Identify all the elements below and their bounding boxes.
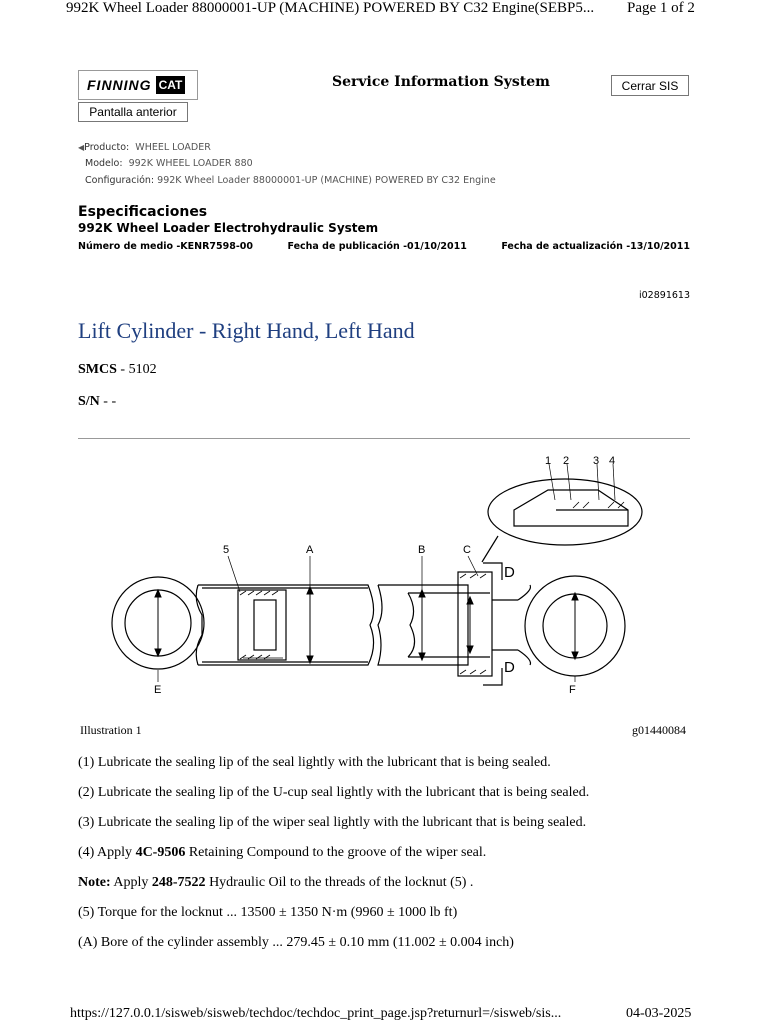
label-e: E (154, 684, 162, 696)
note-pre: Apply (110, 875, 152, 890)
print-header-title: 992K Wheel Loader 88000001-UP (MACHINE) POWERED BY C32 Engine(SEBP5... (66, 0, 595, 16)
update-date: Fecha de actualización -13/10/2011 (501, 241, 690, 252)
smcs-value: - 5102 (116, 362, 157, 377)
smcs-label: SMCS (78, 362, 117, 377)
publication-date: Fecha de publicación -01/10/2011 (287, 241, 467, 252)
step-1: (1) Lubricate the sealing lip of the seal lightly with the lubricant that is being sealed. (78, 755, 551, 770)
cylinder-head (458, 572, 492, 676)
media-meta-row (78, 241, 690, 252)
step-5: (5) Torque for the locknut ... 13500 ± 1350 N·m (9960 ± 1000 lb ft) (78, 905, 458, 920)
footer-url: https://127.0.0.1/sisweb/sisweb/techdoc/techdoc_print_page.jsp?returnurl=/sisweb/sis... (70, 1006, 562, 1021)
figure-id: g01440084 (632, 723, 686, 737)
note-post: Hydraulic Oil to the threads of the locknut (5) . (205, 875, 474, 890)
finning-cat-logo (78, 70, 198, 100)
step-4 (78, 844, 698, 862)
cat-badge: CAT (156, 76, 186, 94)
config-row (85, 175, 496, 186)
step-4-post: Retaining Compound to the groove of the wiper seal. (185, 845, 487, 860)
product-row (78, 142, 211, 153)
print-header-page: Page 1 of 2 (627, 0, 695, 16)
step-4-pre: (4) Apply (78, 845, 136, 860)
label-a: A (306, 544, 314, 556)
model-label: Modelo: (85, 158, 123, 169)
instructions (78, 754, 698, 964)
document-id: i02891613 (639, 290, 690, 301)
sn-label: S/N (78, 394, 100, 409)
smcs-line (78, 362, 157, 378)
product-label: Producto: (84, 142, 130, 153)
config-value: 992K Wheel Loader 88000001-UP (MACHINE) POWERED BY C32 Engine (157, 175, 496, 186)
lift-cylinder-illustration (78, 450, 690, 712)
sn-value: - - (99, 394, 117, 409)
part-number-248-7522: 248-7522 (151, 875, 206, 890)
figure-caption: Illustration 1 (80, 723, 142, 737)
logo-text: FINNING (87, 77, 152, 93)
divider (78, 438, 690, 439)
close-sis-button[interactable]: Cerrar SIS (611, 75, 689, 96)
note-label: Note: (78, 875, 111, 890)
label-b: B (418, 544, 426, 556)
label-3: 3 (593, 455, 600, 467)
label-2: 2 (563, 455, 570, 467)
detail-magnifier (488, 479, 642, 545)
media-number: Número de medio -KENR7598-00 (78, 241, 254, 252)
part-number-4c-9506: 4C-9506 (135, 845, 186, 860)
label-f: F (569, 684, 576, 696)
step-2: (2) Lubricate the sealing lip of the U-cup seal lightly with the lubricant that is being sealed. (78, 785, 590, 800)
sn-line (78, 394, 116, 410)
label-d-bottom: D (504, 659, 515, 676)
label-c: C (463, 544, 471, 556)
label-4: 4 (609, 455, 616, 467)
label-5: 5 (223, 544, 230, 556)
page-title: Lift Cylinder - Right Hand, Left Hand (78, 318, 415, 343)
label-d-top: D (504, 564, 515, 581)
spec-title: Especificaciones (78, 204, 208, 220)
note (78, 874, 698, 892)
step-3: (3) Lubricate the sealing lip of the wiper seal lightly with the lubricant that is being sealed. (78, 815, 587, 830)
model-row (85, 158, 253, 169)
model-value: 992K WHEEL LOADER 880 (128, 158, 253, 169)
product-value: WHEEL LOADER (135, 142, 211, 153)
config-label: Configuración: (85, 175, 155, 186)
footer-date: 04-03-2025 (626, 1006, 692, 1021)
spec-subtitle: 992K Wheel Loader Electrohydraulic System (78, 221, 379, 235)
back-triangle-icon[interactable]: ◀ (78, 143, 85, 152)
sis-title: Service Information System (332, 74, 550, 90)
back-button[interactable]: Pantalla anterior (78, 102, 188, 122)
step-a: (A) Bore of the cylinder assembly ... 279.45 ± 0.10 mm (11.002 ± 0.004 inch) (78, 935, 514, 950)
label-1: 1 (545, 455, 552, 467)
